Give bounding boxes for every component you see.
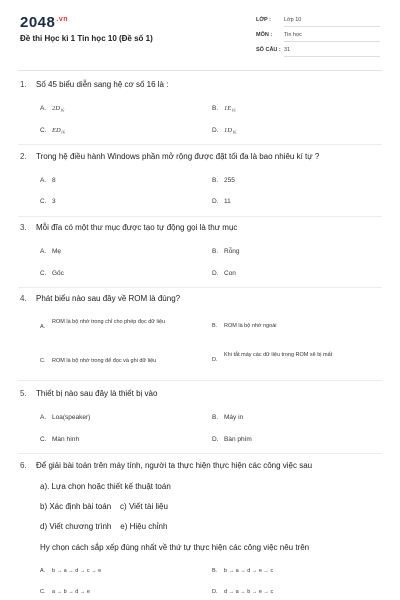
option-4d[interactable]: D. Khi tắt máy các dữ liệu trong ROM sẽ bị mất: [212, 352, 333, 363]
question-separator: [18, 453, 382, 454]
question-6: [20, 460, 382, 472]
logo-suffix: .vn: [56, 16, 68, 23]
option-2c[interactable]: C. 3: [40, 198, 56, 205]
option-4b[interactable]: B. ROM là bộ nhớ ngoài: [212, 323, 277, 329]
question-2: [20, 151, 382, 163]
question-1: [20, 79, 382, 91]
question-number: 3.: [20, 223, 27, 232]
meta-class-value: Lớp 10: [284, 17, 302, 23]
meta-subject-value: Tin học: [284, 32, 302, 38]
question-separator: [18, 380, 382, 381]
question-text: Trong hệ điều hành Windows phần mở rộng được đặt tối đa là bao nhiêu kí tự ?: [36, 152, 320, 161]
question-text: Thiết bị nào sau đây là thiết bị vào: [36, 389, 158, 398]
question-4: [20, 293, 382, 305]
question-separator: [18, 287, 382, 288]
meta-count-value: 31: [284, 47, 291, 53]
question-5: [20, 388, 382, 400]
question-separator: [18, 144, 382, 145]
option-1a[interactable]: A. 2D₁₆: [40, 105, 65, 112]
meta-class-label: LỚP :: [256, 17, 271, 23]
option-3b[interactable]: B. Rỗng: [212, 248, 240, 255]
option-5b[interactable]: B. Máy in: [212, 414, 244, 421]
meta-count-label: SỐ CÂU :: [256, 47, 281, 53]
option-1c[interactable]: C. ED₁₆: [40, 127, 66, 134]
question-number: 6.: [20, 461, 27, 470]
header-divider: [18, 70, 382, 71]
logo-main: 2048: [20, 14, 56, 31]
question-number: 5.: [20, 389, 27, 398]
option-6c[interactable]: C. a → b → d → e: [40, 589, 90, 595]
question-text: Phát biểu nào sau đây về ROM là đúng?: [36, 294, 181, 303]
exam-title: Đề thi Học kì 1 Tin học 10 (Đề số 1): [20, 34, 153, 43]
option-5c[interactable]: C. Màn hình: [40, 436, 80, 443]
meta-subject-label: MÔN :: [256, 32, 273, 38]
option-1d[interactable]: D. 1D₁₆: [212, 127, 237, 134]
option-2d[interactable]: D. 11: [212, 198, 231, 205]
statement-4: Hy chọn cách sắp xếp đúng nhất về thứ tự thực hiện các công việc nêu trên: [40, 543, 310, 552]
option-5d[interactable]: D. Bàn phím: [212, 436, 252, 443]
option-3d[interactable]: D. Con: [212, 270, 236, 277]
statement-3: d) Viết chương trình e) Hiệu chỉnh: [40, 522, 168, 531]
page-header: [0, 0, 400, 72]
option-2a[interactable]: A. 8: [40, 177, 56, 184]
option-3c[interactable]: C. Gốc: [40, 270, 64, 277]
option-6a[interactable]: A. b → a → d → c → e: [40, 568, 102, 574]
statement-2: b) Xác định bài toán c) Viết tài liệu: [40, 502, 168, 511]
option-5a[interactable]: A. Loa(speaker): [40, 414, 91, 421]
option-6d[interactable]: D. d → a → b → e → c: [212, 589, 274, 595]
question-number: 2.: [20, 152, 27, 161]
option-4a[interactable]: A. ROM là bộ nhớ trong chỉ cho phép đọc dữ liệu: [40, 319, 166, 330]
question-number: 4.: [20, 294, 27, 303]
site-logo[interactable]: [20, 14, 68, 31]
option-1b[interactable]: B. 1E₁₆: [212, 105, 236, 112]
option-3a[interactable]: A. Mẹ: [40, 248, 62, 255]
option-6b[interactable]: B. b → a → d → e → c: [212, 568, 274, 574]
question-text: Mỗi đĩa có một thư mục được tạo tự động gọi là thư mục: [36, 223, 238, 232]
question-3: [20, 222, 382, 234]
question-separator: [18, 216, 382, 217]
option-2b[interactable]: B. 255: [212, 177, 235, 184]
question-text: Để giải bài toán trên máy tính, người ta thực hiện thực hiện các công việc sau: [36, 461, 313, 470]
statement-1: a). Lựa chọn hoặc thiết kế thuật toán: [40, 482, 171, 491]
option-4c[interactable]: C. ROM là bộ nhớ trong để đọc và ghi dữ liệu: [40, 358, 157, 364]
question-number: 1.: [20, 80, 27, 89]
question-text: Số 45 biểu diễn sang hệ cơ số 16 là :: [36, 80, 169, 89]
